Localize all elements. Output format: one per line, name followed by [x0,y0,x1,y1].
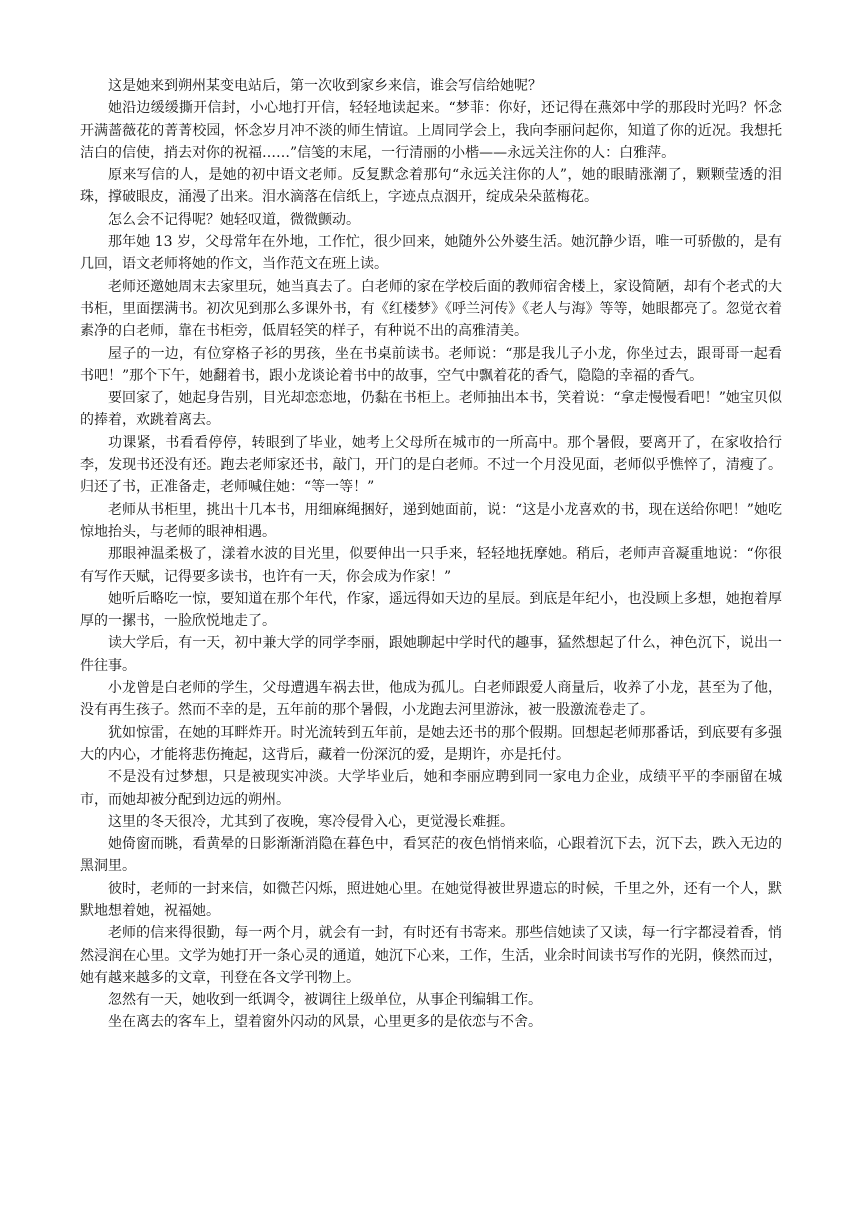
paragraph: 彼时，老师的一封来信，如微芒闪烁，照进她心里。在她觉得被世界遗忘的时候，千里之外，还有一个人，默默地想着她，祝福她。 [80,880,782,919]
paragraph: 老师从书柜里，挑出十几本书，用细麻绳捆好，递到她面前，说：“这是小龙喜欢的书，现在送给你吧！”她吃惊地抬头，与老师的眼神相遇。 [80,501,782,540]
paragraph: 老师还邀她周末去家里玩，她当真去了。白老师的家在学校后面的教师宿舍楼上，家设简陋，却有个老式的大书柜，里面摆满书。初次见到那么多课外书，有《红楼梦》《呼兰河传》《老人与海》等等，她眼都亮了。忽觉衣着素净的白老师，靠在书柜旁，低眉轻笑的样子，有种说不出的高雅清美。 [80,278,782,340]
paragraph: 这是她来到朔州某变电站后，第一次收到家乡来信，谁会写信给她呢？ [108,78,542,94]
paragraph: 读大学后，有一天，初中兼大学的同学李丽，跟她聊起中学时代的趣事，猛然想起了什么，神色沉下，说出一件往事。 [80,635,782,674]
paragraph: 那眼神温柔极了，漾着水波的目光里，似要伸出一只手来，轻轻地抚摩她。稍后，老师声音凝重地说：“你很有写作天赋，记得要多读书，也许有一天，你会成为作家！” [80,546,782,585]
paragraph: 不是没有过梦想，只是被现实冲淡。大学毕业后，她和李丽应聘到同一家电力企业，成绩平平的李丽留在城市，而她却被分配到边远的朔州。 [80,769,782,808]
paragraph: 小龙曾是白老师的学生，父母遭遇车祸去世，他成为孤儿。白老师跟爱人商量后，收养了小龙，甚至为了他，没有再生孩子。然而不幸的是，五年前的那个暑假，小龙跑去河里游泳，被一股激流卷走了。 [80,680,782,719]
paragraph: 要回家了，她起身告别，目光却恋恋地，仍黏在书柜上。老师抽出本书，笑着说：“拿走慢慢看吧！”她宝贝似的捧着，欢跳着离去。 [80,390,782,429]
paragraph: 老师的信来得很勤，每一两个月，就会有一封，有时还有书寄来。那些信她读了又读，每一行字都浸着香，悄然浸润在心里。文学为她打开一条心灵的通道，她沉下心来，工作，生活，业余时间读书写作的光阴，倏然而过，她有越来越多的文章，刊登在各文学刊物上。 [80,925,782,986]
paragraph: 这里的冬天很冷，尤其到了夜晚，寒冷侵骨入心，更觉漫长难捱。 [108,813,514,830]
paragraph: 屋子的一边，有位穿格子衫的男孩，坐在书桌前读书。老师说：“那是我儿子小龙，你坐过去，跟哥哥一起看书吧！”那个下午，她翻着书，跟小龙谈论着书中的故事，空气中飘着花的香气，隐隐的幸福的香气。 [80,345,782,384]
paragraph: 坐在离去的客车上，望着窗外闪动的风景，心里更多的是依恋与不舍。 [108,1014,542,1031]
paragraph: 忽然有一天，她收到一纸调令，被调往上级单位，从事企刊编辑工作。 [108,992,542,1009]
story-text [80,75,782,1034]
paragraph: 她沿边缓缓撕开信封，小心地打开信，轻轻地读起来。“梦菲：你好，还记得在燕郊中学的那段时光吗？怀念开满蔷薇花的菁菁校园，怀念岁月冲不淡的师生情谊。上周同学会上，我向李丽问起你，知道了你的近况。我想托洁白的信使，捎去对你的祝福……”信笺的末尾，一行清丽的小楷——永远关注你的人：白雅萍。 [80,100,782,161]
paragraph: 原来写信的人，是她的初中语文老师。反复默念着那句“永远关注你的人”，她的眼睛涨潮了，颗颗莹透的泪珠，撑破眼皮，涌漫了出来。泪水滴落在信纸上，字迹点点洇开，绽成朵朵蓝梅花。 [80,167,782,206]
paragraph: 功课紧，书看看停停，转眼到了毕业，她考上父母所在城市的一所高中。那个暑假，要离开了，在家收拾行李，发现书还没有还。跑去老师家还书，敲门，开门的是白老师。不过一个月没见面，老师似乎憔悴了，清瘦了。归还了书，正准备走，老师喊住她：“等一等！” [80,434,782,496]
paragraph: 她听后略吃一惊，要知道在那个年代，作家，遥远得如天边的星辰。到底是年纪小，也没顾上多想，她抱着厚厚的一摞书，一脸欣悦地走了。 [80,590,782,630]
paragraph: 怎么会不记得呢？她轻叹道，微微颤动。 [108,211,360,228]
paragraph: 犹如惊雷，在她的耳畔炸开。时光流转到五年前，是她去还书的那个假期。回想起老师那番话，到底要有多强大的内心，才能将悲伤掩起，这背后，藏着一份深沉的爱，是期许，亦是托付。 [80,724,782,763]
paragraph: 那年她 13 岁，父母常年在外地，工作忙，很少回来，她随外公外婆生活。她沉静少语，唯一可骄傲的，是有几回，语文老师将她的作文，当作范文在班上读。 [80,234,782,273]
paragraph: 她倚窗而眺，看黄晕的日影渐渐消隐在暮色中，看冥茫的夜色悄悄来临，心跟着沉下去，沉下去，跌入无边的黑洞里。 [80,836,782,875]
